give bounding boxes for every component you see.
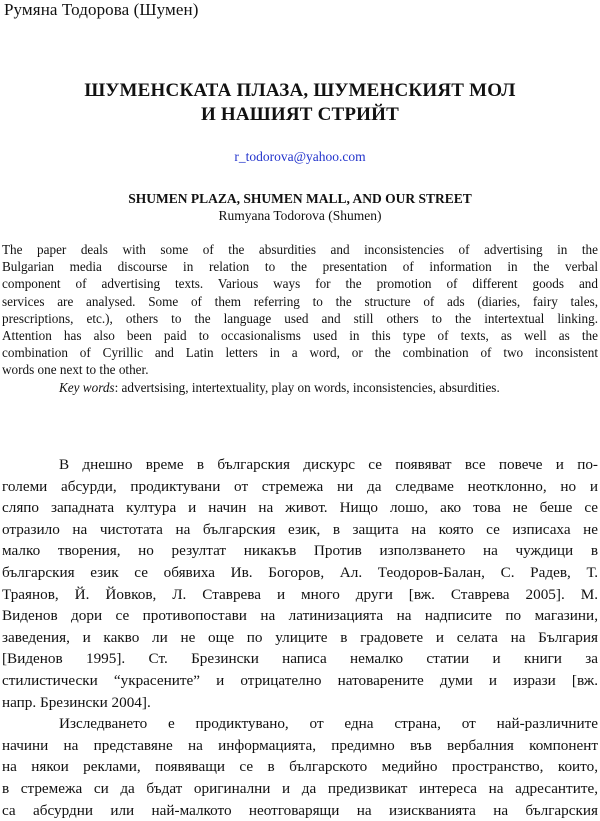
body-line: сляпо западната култура и начин на живот. Нищо лошо, ако това не беше се [2, 497, 598, 519]
body-text [2, 454, 598, 821]
abstract-line: The paper deals with some of the absurdities and inconsistencies of advertising in the [2, 241, 598, 258]
english-title: SHUMEN PLAZA, SHUMEN MALL, AND OUR STREET [0, 190, 600, 207]
running-head: Румяна Тодорова (Шумен) [4, 0, 199, 20]
keywords-label: Key words [59, 380, 115, 395]
body-line: малко творения, но резултат никакъв Против използването на чуждици в [2, 540, 598, 562]
author-email-link[interactable]: r_todorova@yahoo.com [0, 148, 600, 166]
body-line: Траянов, Й. Йовков, Л. Ставрева и много други [вж. Ставрева 2005]. М. [2, 584, 598, 606]
english-author: Rumyana Todorova (Shumen) [0, 207, 600, 224]
body-line: напр. Брезински 2004]. [2, 692, 598, 714]
body-line: В днешно време в българския дискурс се появяват все повече и по- [2, 454, 598, 476]
article-title [40, 79, 560, 127]
body-line: [Виденов 1995]. Ст. Брезински написа немалко статии и книги за [2, 648, 598, 670]
body-line: българския език се обявиха Ив. Богоров, Ал. Теодоров-Балан, С. Радев, Т. [2, 562, 598, 584]
abstract-line: words one next to the other. [2, 361, 598, 378]
article-title-line-1: ШУМЕНСКАТА ПЛАЗА, ШУМЕНСКИЯТ МОЛ [40, 79, 560, 103]
abstract-line: combination of Cyrillic and Latin letters in a word, or the combination of two inconsistent [2, 344, 598, 361]
abstract-line: component of advertising texts. Various ways for the promotion of different goods and [2, 275, 598, 292]
abstract-line: services are analysed. Some of them referring to the structure of ads (diaries, fairy tales, [2, 293, 598, 310]
body-line: начини на представяне на информацията, предимно във вербалния компонент [2, 735, 598, 757]
article-title-line-2: И НАШИЯТ СТРИЙТ [40, 103, 560, 127]
body-line: Изследването е продиктувано, от една страна, от най-различните [2, 713, 598, 735]
keywords [2, 379, 598, 396]
body-line: в стремежа си да бъдат оригинални и да предизвикат интереса на адресантите, [2, 778, 598, 800]
body-line: са абсурдни или най-малкото неотговарящи на изискванията на българския [2, 800, 598, 821]
abstract [2, 241, 598, 396]
abstract-line: Bulgarian media discourse in relation to the presentation of information in the verbal [2, 258, 598, 275]
abstract-line: prescriptions, etc.), others to the language used and still others to the intertextual linking. [2, 310, 598, 327]
keywords-text: : advertsising, intertextuality, play on words, inconsistencies, absurdities. [115, 380, 500, 395]
body-line: заведения, и какво ли не още по улиците в градовете и селата на България [2, 627, 598, 649]
body-line: Виденов дори се противопостави на латинизацията на надписите по магазини, [2, 605, 598, 627]
body-line: на някои реклами, появяващи се в българското медийно пространство, които, [2, 756, 598, 778]
body-line: големи абсурди, продиктувани от стремежа ни да следваме неотклонно, но и [2, 476, 598, 498]
body-line: отразило на чистотата на българския език, в защита на която се изписаха не [2, 519, 598, 541]
body-line: стилистически “украсените” и отрицателно натоварените думи и изрази [вж. [2, 670, 598, 692]
abstract-line: Attention has also been paid to occasionalisms used in this type of texts, as well as the [2, 327, 598, 344]
